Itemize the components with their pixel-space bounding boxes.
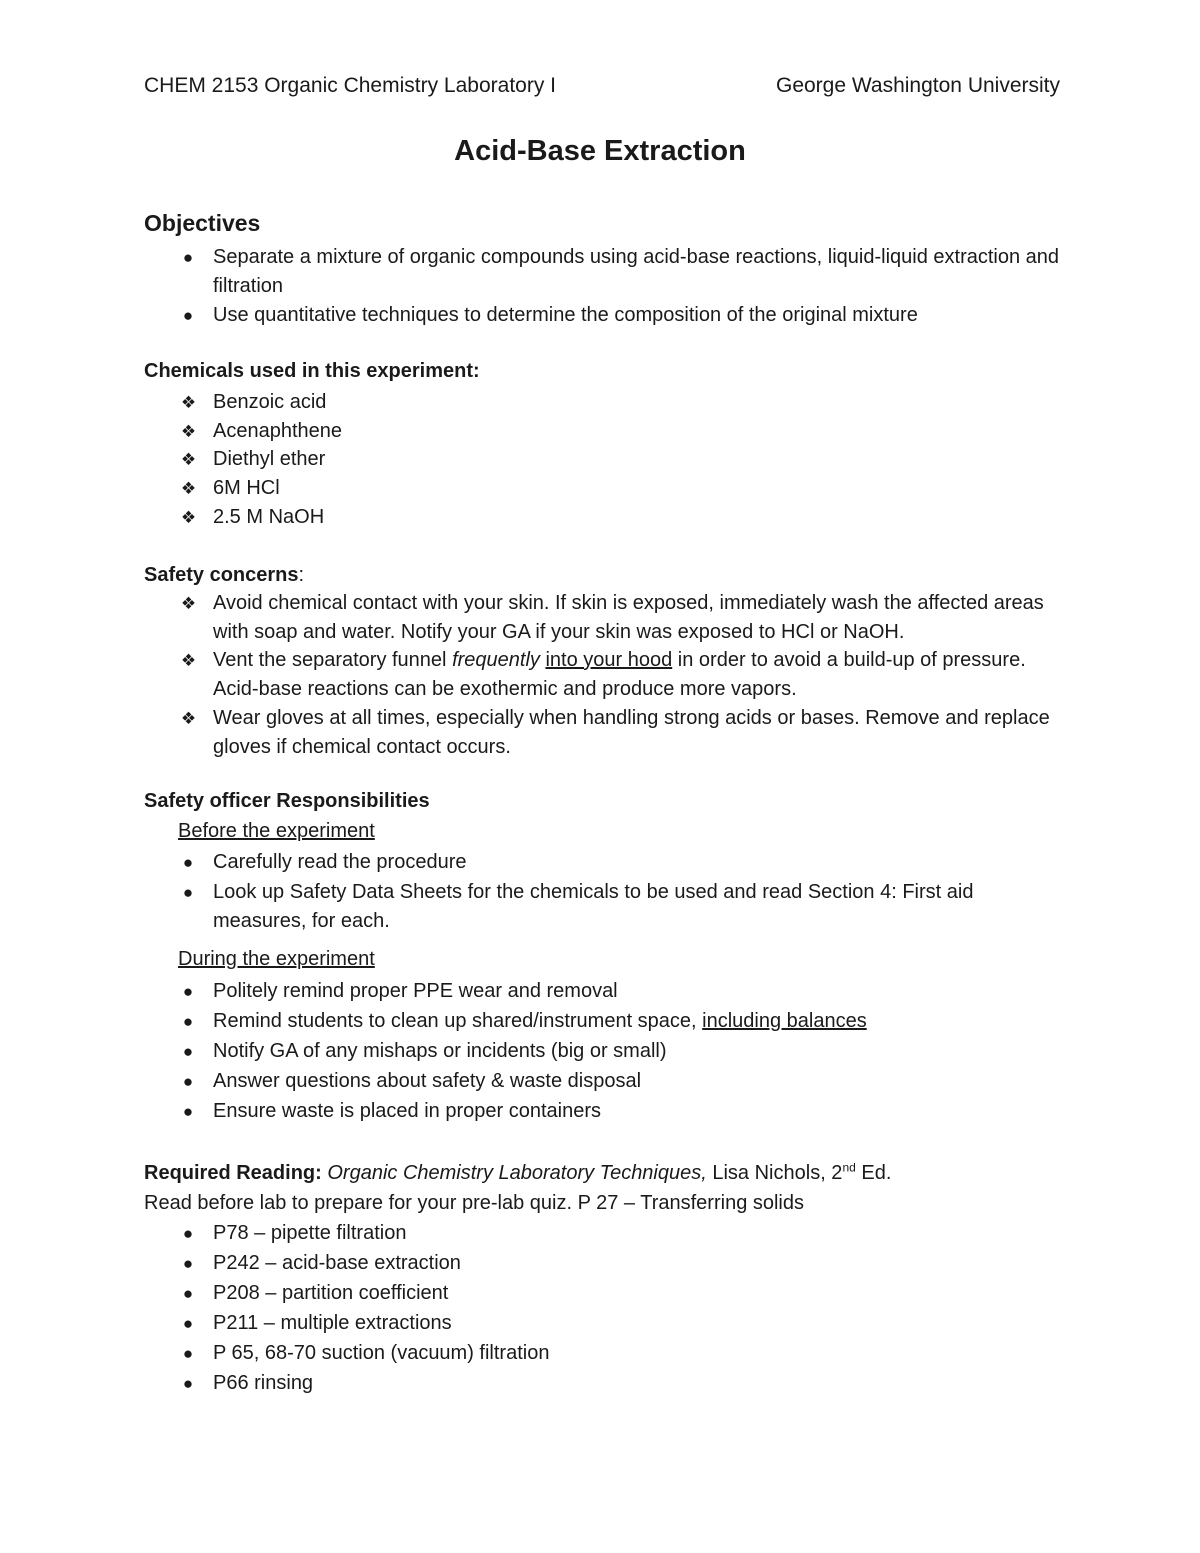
officer-item: ● Remind students to clean up shared/instrument space, including balances <box>178 1007 1068 1036</box>
diamond-bullet-icon: ❖ <box>180 450 196 469</box>
bullet-icon: ● <box>182 1072 194 1091</box>
reading-item: ● P242 – acid-base extraction <box>178 1249 1068 1278</box>
bullet-icon: ● <box>182 883 194 902</box>
diamond-bullet-icon: ❖ <box>180 479 196 498</box>
bullet-icon: ● <box>182 1102 194 1121</box>
safety-heading: Safety concerns: <box>144 564 305 586</box>
reading-item: ● P 65, 68-70 suction (vacuum) filtration <box>178 1339 1068 1368</box>
bullet-icon: ● <box>182 1344 194 1363</box>
reading-instructions: Read before lab to prepare for your pre-lab quiz. P 27 – Transferring solids <box>144 1192 804 1214</box>
chemical-item: ❖ 6M HCl <box>178 474 1068 503</box>
safety-item: ❖ Vent the separatory funnel frequently into your hood in order to avoid a build-up of pressure. Acid-base reactions can be exothermic and produce more vapors. <box>178 646 1068 704</box>
bullet-icon: ● <box>182 982 194 1001</box>
officer-item: ● Ensure waste is placed in proper containers <box>178 1097 1068 1126</box>
bullet-icon: ● <box>182 1042 194 1061</box>
chemicals-heading: Chemicals used in this experiment: <box>144 360 480 382</box>
diamond-bullet-icon: ❖ <box>180 393 196 412</box>
required-reading-line: Required Reading: Organic Chemistry Laboratory Techniques, Lisa Nichols, 2nd Ed. <box>144 1160 892 1184</box>
during-heading: During the experiment <box>178 948 375 970</box>
objective-item: ● Separate a mixture of organic compounds using acid-base reactions, liquid-liquid extraction and filtration <box>178 243 1068 301</box>
reading-item: ● P66 rinsing <box>178 1369 1068 1398</box>
bullet-icon: ● <box>182 248 194 267</box>
bullet-icon: ● <box>182 1012 194 1031</box>
diamond-bullet-icon: ❖ <box>180 508 196 527</box>
bullet-icon: ● <box>182 1224 194 1243</box>
officer-item: ● Politely remind proper PPE wear and removal <box>178 977 1068 1006</box>
chemical-item: ❖ Acenaphthene <box>178 417 1068 446</box>
diamond-bullet-icon: ❖ <box>180 651 196 670</box>
bullet-icon: ● <box>182 853 194 872</box>
chemical-item: ❖ Diethyl ether <box>178 445 1068 474</box>
safety-item: ❖ Wear gloves at all times, especially when handling strong acids or bases. Remove and replace gloves if chemical contact occurs. <box>178 704 1068 762</box>
reading-item: ● P208 – partition coefficient <box>178 1279 1068 1308</box>
objective-item: ● Use quantitative techniques to determine the composition of the original mixture <box>178 301 1068 330</box>
chemical-item: ❖ Benzoic acid <box>178 388 1068 417</box>
officer-item: ● Answer questions about safety & waste disposal <box>178 1067 1068 1096</box>
diamond-bullet-icon: ❖ <box>180 709 196 728</box>
reading-item: ● P78 – pipette filtration <box>178 1219 1068 1248</box>
bullet-icon: ● <box>182 306 194 325</box>
officer-item: ● Carefully read the procedure <box>178 848 1068 877</box>
officer-heading: Safety officer Responsibilities <box>144 790 430 812</box>
diamond-bullet-icon: ❖ <box>180 594 196 613</box>
bullet-icon: ● <box>182 1254 194 1273</box>
course-header: CHEM 2153 Organic Chemistry Laboratory I <box>144 74 556 97</box>
objectives-heading: Objectives <box>144 210 261 236</box>
university-header: George Washington University <box>775 74 1060 97</box>
bullet-icon: ● <box>182 1314 194 1333</box>
document-title: Acid-Base Extraction <box>454 135 746 167</box>
safety-item: ❖ Avoid chemical contact with your skin. If skin is exposed, immediately wash the affected areas with soap and water. Notify your GA if your skin was exposed to HCl or NaOH. <box>178 589 1068 647</box>
officer-item: ● Look up Safety Data Sheets for the chemicals to be used and read Section 4: First aid measures, for each. <box>178 878 1068 936</box>
chemical-item: ❖ 2.5 M NaOH <box>178 503 1068 532</box>
reading-item: ● P211 – multiple extractions <box>178 1309 1068 1338</box>
diamond-bullet-icon: ❖ <box>180 422 196 441</box>
bullet-icon: ● <box>182 1284 194 1303</box>
bullet-icon: ● <box>182 1374 194 1393</box>
before-heading: Before the experiment <box>178 820 375 842</box>
officer-item: ● Notify GA of any mishaps or incidents (big or small) <box>178 1037 1068 1066</box>
